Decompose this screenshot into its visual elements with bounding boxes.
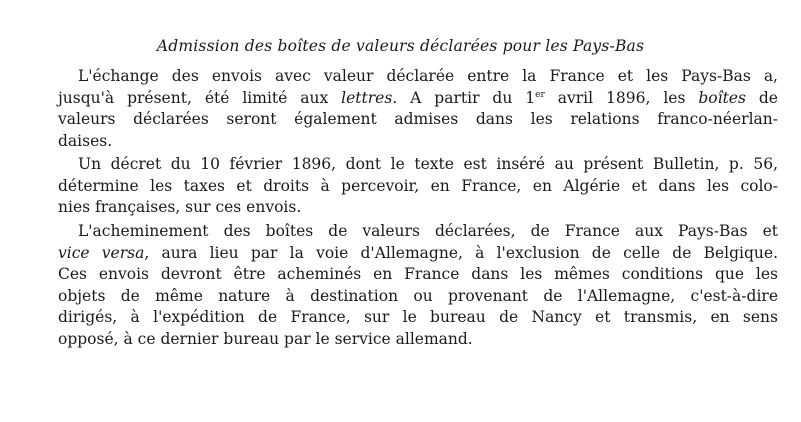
text-line: opposé, à ce dernier bureau par le service allemand. [58,329,473,348]
text-line: dirigés, à l'expédition de France, sur le bureau de Nancy et transmis, en sens [58,308,778,326]
text-line: détermine les taxes et droits à percevoir, en France, en Algérie et dans les colo- [58,176,778,195]
text-line: L'échange des envois avec valeur déclarée entre la France et les Pays-Bas a, [78,67,778,85]
text-line: objets de même nature à destination ou provenant de l'Allemagne, c'est-à-dire [58,286,778,305]
text-line: nies françaises, sur ces envois. [58,198,302,216]
text-line: valeurs déclarées seront également admises dans les relations franco-néerlan- [58,110,778,128]
text-line: daises. [58,131,113,150]
paragraph-3 [58,221,778,350]
text-line: Un décret du 10 février 1896, dont le texte est inséré au présent Bulletin, p. 56, [78,155,778,173]
document-title: Admission des boîtes de valeurs déclarées pour les Pays-Bas [156,37,645,55]
paragraph-1 [58,66,778,152]
text-line: L'acheminement des boîtes de valeurs déclarées, de France aux Pays-Bas et [78,222,778,240]
text-line: vice versa, aura lieu par la voie d'Allemagne, à l'exclusion de celle de Belgique. [58,243,778,262]
text-line: jusqu'à présent, été limité aux lettres. A partir du 1er avril 1896, les boîtes de [58,88,778,107]
text-line: Ces envois devront être acheminés en France dans les mêmes conditions que les [58,265,778,283]
paragraph-2 [58,154,778,219]
